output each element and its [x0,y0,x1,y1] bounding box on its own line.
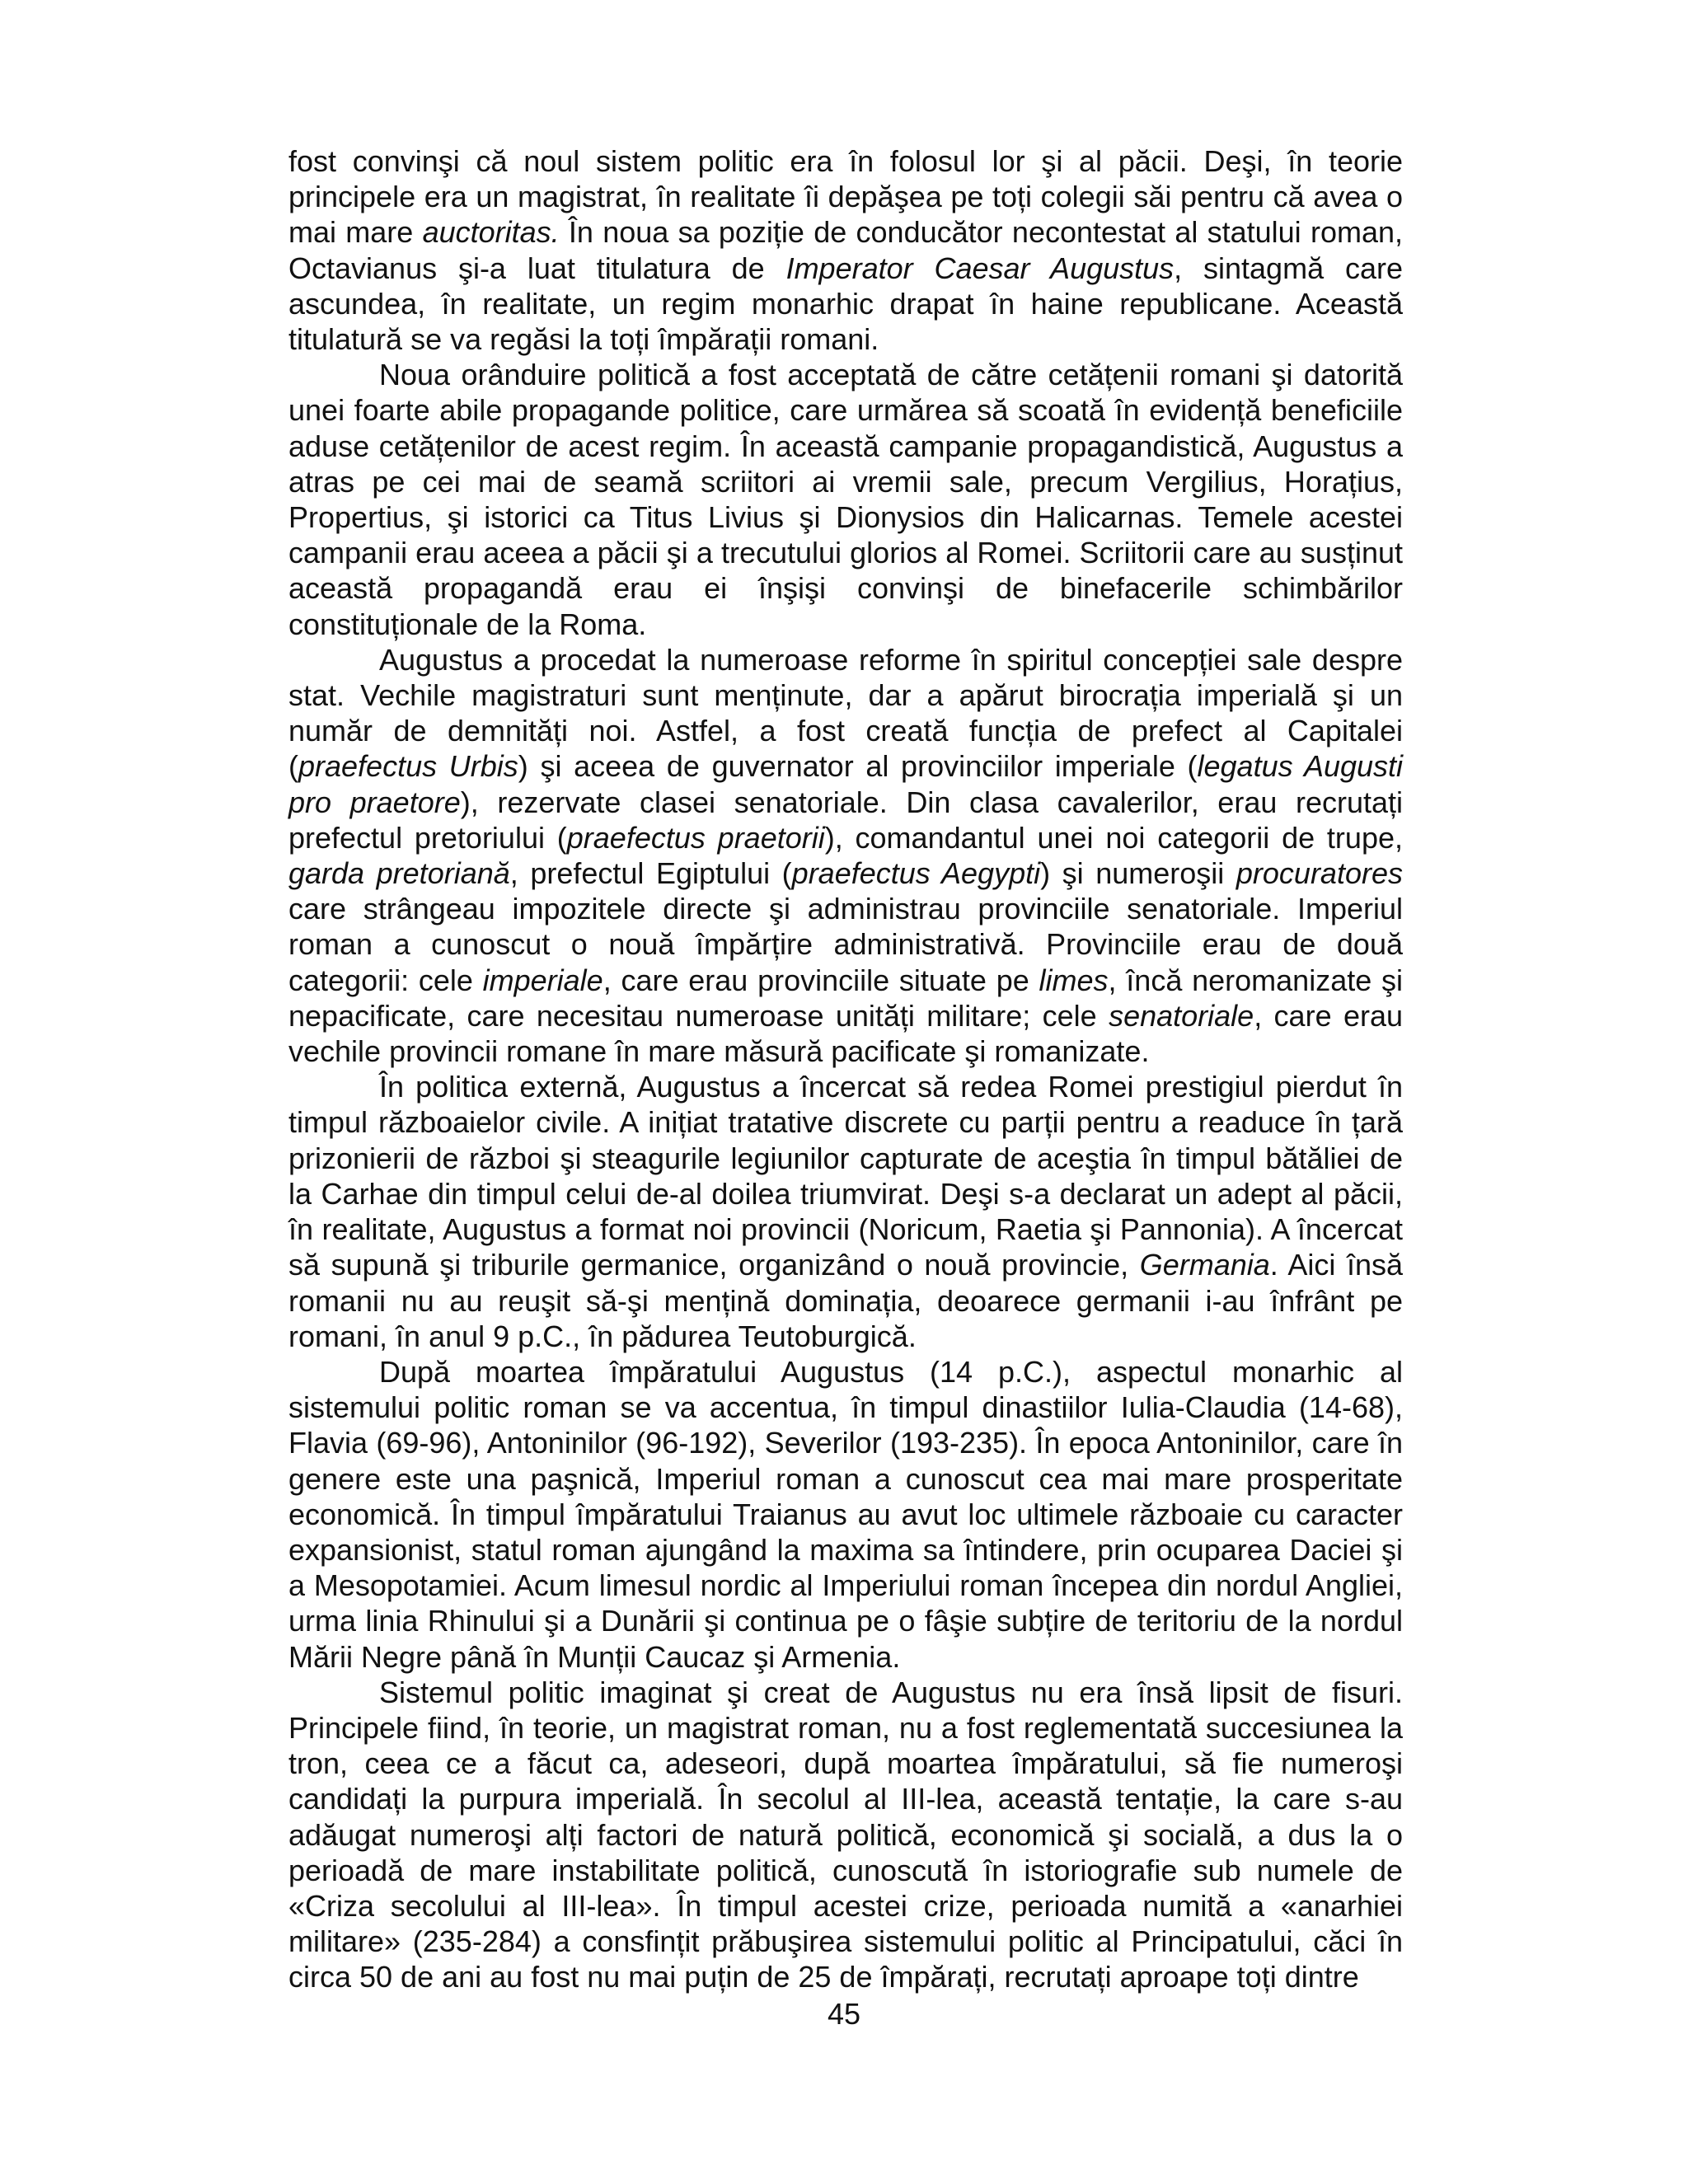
paragraph [288,1675,1403,1995]
text-run-italic: Germania [1139,1248,1270,1282]
text-run-italic: legatus Augusti pro praetore [288,749,1404,819]
paragraph [288,1354,1403,1675]
text-run: , încă neromanizate şi nepacificate, care necesitau numeroase unități militare; cele [288,963,1403,1033]
text-run: care strângeau impozitele directe şi administrau provinciile senatoriale. Imperiul roman a cunoscut o nouă împărțire administrativă. Provinciile erau de două categorii: cele [288,892,1403,997]
text-run-italic: praefectus Urbis [298,749,518,784]
text-run: , sintagmă care ascundea, în realitate, un regim monarhic drapat în haine republicane. Această titulatură se va regăsi la toți împărații romani. [288,251,1403,357]
text-run: ), rezervate clasei senatoriale. Din clasa cavalerilor, erau recrutați prefectul pretoriului ( [288,785,1404,855]
paragraph [288,1069,1403,1354]
page-number: 45 [827,1997,861,2031]
text-run: , care erau provinciile situate pe [603,963,1039,997]
text-run-italic: garda pretoriană [288,856,510,891]
text-run-italic: Imperator Caesar Augustus [785,251,1175,285]
text-run: În noua sa poziție de conducător necontestat al statului roman, Octavianus şi-a luat titulatura de [288,215,1404,285]
text-run: fost convinşi că noul sistem politic era în folosul lor şi al păcii. Deşi, în teorie principele era un magistrat, în realitate îi depăşea pe toți colegii săi pentru că avea o mai mare [288,144,1403,250]
text-run: , prefectul Egiptului ( [509,856,792,891]
text-run: ) şi numeroşii [1040,856,1236,891]
text-run-italic: auctoritas. [422,215,560,250]
text-run-italic: procuratores [1236,856,1403,891]
text-run: , care erau vechile provincii romane în mare măsură pacificate şi romanizate. [288,998,1404,1069]
text-run: Sistemul politic imaginat şi creat de Augustus nu era însă lipsit de fisuri. Principele fiind, în teorie, un magistrat roman, nu a fost reglementată succesiunea la tron, ceea ce a făcut ca, adeseori, după moartea împăratului, să fie numeroşi candidați la purpura imperială. În secolul al III-lea, această tentație, la care s-au adăugat numeroşi alți factori de natură politică, economică şi socială, a dus la o perioadă de mare instabilitate politică, cunoscută în istoriografie sub numele de «Criza secolului al III-lea». În timpul acestei crize, perioada numită a «anarhiei militare» (235-284) a consfințit prăbuşirea sistemului politic al Principatului, căci în circa 50 de ani au fost nu mai puțin de 25 de împărați, recrutați aproape toți dintre [288,1675,1403,1994]
body-text [288,143,1403,1995]
text-run: Augustus a procedat la numeroase reforme în spiritul concepției sale despre stat. Vechile magistraturi sunt menținute, dar a apărut birocrația imperială şi un număr de demnități noi. Astfel, a fost creată funcția de prefect al Capitalei ( [288,642,1403,784]
text-run-italic: imperiale [482,963,603,997]
text-run-italic: praefectus praetorii [566,820,825,855]
text-run: În politica externă, Augustus a încercat să redea Romei prestigiul pierdut în timpul războaielor civile. A inițiat tratative discrete cu parții pentru a readuce în țară prizonierii de război şi steagurile legiunilor capturate de aceştia în timpul bătăliei de la Carhae din timpul celui de-al doilea triumvirat. Deşi s-a declarat un adept al păcii, în realitate, Augustus a format noi provincii (Noricum, Raetia şi Pannonia). A încercat să supună şi triburile germanice, organizând o nouă provincie, [288,1070,1403,1282]
paragraph [288,357,1403,642]
text-run: . Aici însă romanii nu au reuşit să-şi mențină dominația, deoarece germanii i-au înfrânt pe romani, în anul 9 p.C., în pădurea Teutoburgică. [288,1248,1403,1353]
text-run: ) şi aceea de guvernator al provinciilor imperiale ( [518,749,1198,784]
text-run: După moartea împăratului Augustus (14 p.C.), aspectul monarhic al sistemului politic roman se va accentua, în timpul dinastiilor Iulia-Claudia (14-68), Flavia (69-96), Antoninilor (96-192), Severilor (193-235). În epoca Antoninilor, care în genere este una paşnică, Imperiul roman a cunoscut cea mai mare prosperitate economică. În timpul împăratului Traianus au avut loc ultimele războaie cu caracter expansionist, statul roman ajungând la maxima sa întindere, prin ocuparea Daciei şi a Mesopotamiei. Acum limesul nordic al Imperiului roman începea din nordul Angliei, urma linia Rhinului şi a Dunării şi continua pe o fâşie subțire de teritoriu de la nordul Mării Negre până în Munții Caucaz şi Armenia. [288,1354,1403,1674]
text-run-italic: limes [1039,963,1109,997]
paragraph [288,143,1403,357]
paragraph [288,642,1403,1069]
text-run-italic: senatoriale [1109,998,1254,1033]
text-run: Noua orânduire politică a fost acceptată de către cetățenii romani şi datorită unei foarte abile propagande politice, care urmărea să scoată în evidență beneficiile aduse cetățenilor de acest regim. În această campanie propagandistică, Augustus a atras pe cei mai de seamă scriitori ai vremii sale, precum Vergilius, Horațius, Propertius, şi istorici ca Titus Livius şi Dionysios din Halicarnas. Temele acestei campanii erau aceea a păcii şi a trecutului glorios al Romei. Scriitorii care au susținut această propagandă erau ei înşişi convinşi de binefacerile schimbărilor constituționale de la Roma. [288,358,1403,641]
text-run: ), comandantul unei noi categorii de trupe, [824,820,1403,855]
text-run-italic: praefectus Aegypti [791,856,1041,891]
